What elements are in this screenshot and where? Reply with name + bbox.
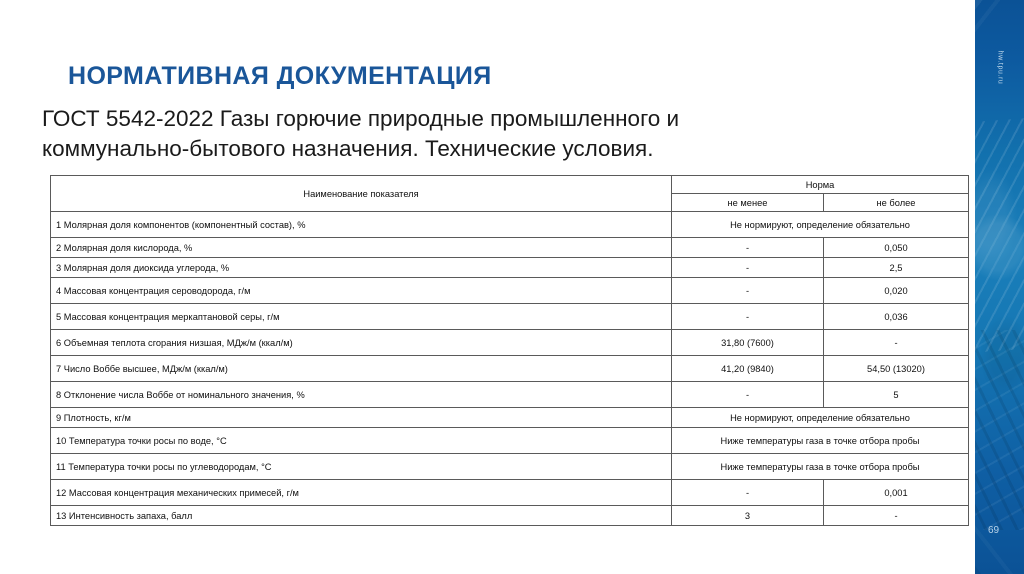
table-row [51,428,969,454]
indicator-name-cell: 6 Объемная теплота сгорания низшая, МДж/м (ккал/м) [51,330,672,356]
column-header-min: не менее [672,194,824,212]
table-row [51,408,969,428]
norm-min-cell: - [672,480,824,506]
norm-span-cell: Ниже температуры газа в точке отбора пробы [672,428,969,454]
norm-max-cell: - [824,506,969,526]
norm-max-cell: - [824,330,969,356]
page-number-label: 69 [988,525,1000,536]
standard-requirements-table [50,175,969,526]
table-row [51,304,969,330]
site-url-label: hw.tpu.ru [996,50,1003,85]
norm-min-cell: 41,20 (9840) [672,356,824,382]
norm-max-cell: 0,036 [824,304,969,330]
subtitle-line-2: коммунально-бытового назначения. Технические условия. [42,136,654,161]
norm-min-cell: 3 [672,506,824,526]
norm-min-cell: - [672,278,824,304]
indicator-name-cell: 7 Число Воббе высшее, МДж/м (ккал/м) [51,356,672,382]
norm-min-cell: - [672,258,824,278]
table-row [51,506,969,526]
table-body [51,212,969,526]
indicator-name-cell: 1 Молярная доля компонентов (компонентный состав), % [51,212,672,238]
norm-max-cell: 2,5 [824,258,969,278]
norm-span-cell: Не нормируют, определение обязательно [672,212,969,238]
indicator-name-cell: 13 Интенсивность запаха, балл [51,506,672,526]
table-row [51,382,969,408]
table-row [51,454,969,480]
indicator-name-cell: 4 Массовая концентрация сероводорода, г/м [51,278,672,304]
column-header-name: Наименование показателя [51,176,672,212]
norm-max-cell: 54,50 (13020) [824,356,969,382]
indicator-name-cell: 12 Массовая концентрация механических примесей, г/м [51,480,672,506]
indicator-name-cell: 3 Молярная доля диоксида углерода, % [51,258,672,278]
norm-max-cell: 0,050 [824,238,969,258]
table-row [51,278,969,304]
norm-max-cell: 0,020 [824,278,969,304]
subtitle-line-1: ГОСТ 5542-2022 Газы горючие природные промышленного и [42,106,680,131]
sidebar-texture-arch [975,117,1024,352]
indicator-name-cell: 11 Температура точки росы по углеводородам, °С [51,454,672,480]
table-row [51,258,969,278]
table-row [51,238,969,258]
indicator-name-cell: 9 Плотность, кг/м [51,408,672,428]
norm-max-cell: 5 [824,382,969,408]
norm-min-cell: - [672,238,824,258]
table-header-row-1 [51,176,969,194]
indicator-name-cell: 5 Массовая концентрация меркаптановой серы, г/м [51,304,672,330]
standard-subtitle [42,104,952,164]
indicator-name-cell: 8 Отклонение числа Воббе от номинального значения, % [51,382,672,408]
norm-min-cell: - [672,304,824,330]
table-row [51,480,969,506]
norm-span-cell: Не нормируют, определение обязательно [672,408,969,428]
indicator-name-cell: 10 Температура точки росы по воде, °С [51,428,672,454]
indicator-name-cell: 2 Молярная доля кислорода, % [51,238,672,258]
sidebar-texture-lines [975,330,1024,530]
norm-min-cell: 31,80 (7600) [672,330,824,356]
norm-span-cell: Ниже температуры газа в точке отбора пробы [672,454,969,480]
table-header [51,176,969,212]
decorative-sidebar [975,0,1024,574]
column-header-norma: Норма [672,176,969,194]
norm-min-cell: - [672,382,824,408]
norm-max-cell: 0,001 [824,480,969,506]
page-title: НОРМАТИВНАЯ ДОКУМЕНТАЦИЯ [68,62,492,90]
column-header-max: не более [824,194,969,212]
table-row [51,330,969,356]
table-row [51,356,969,382]
table-row [51,212,969,238]
